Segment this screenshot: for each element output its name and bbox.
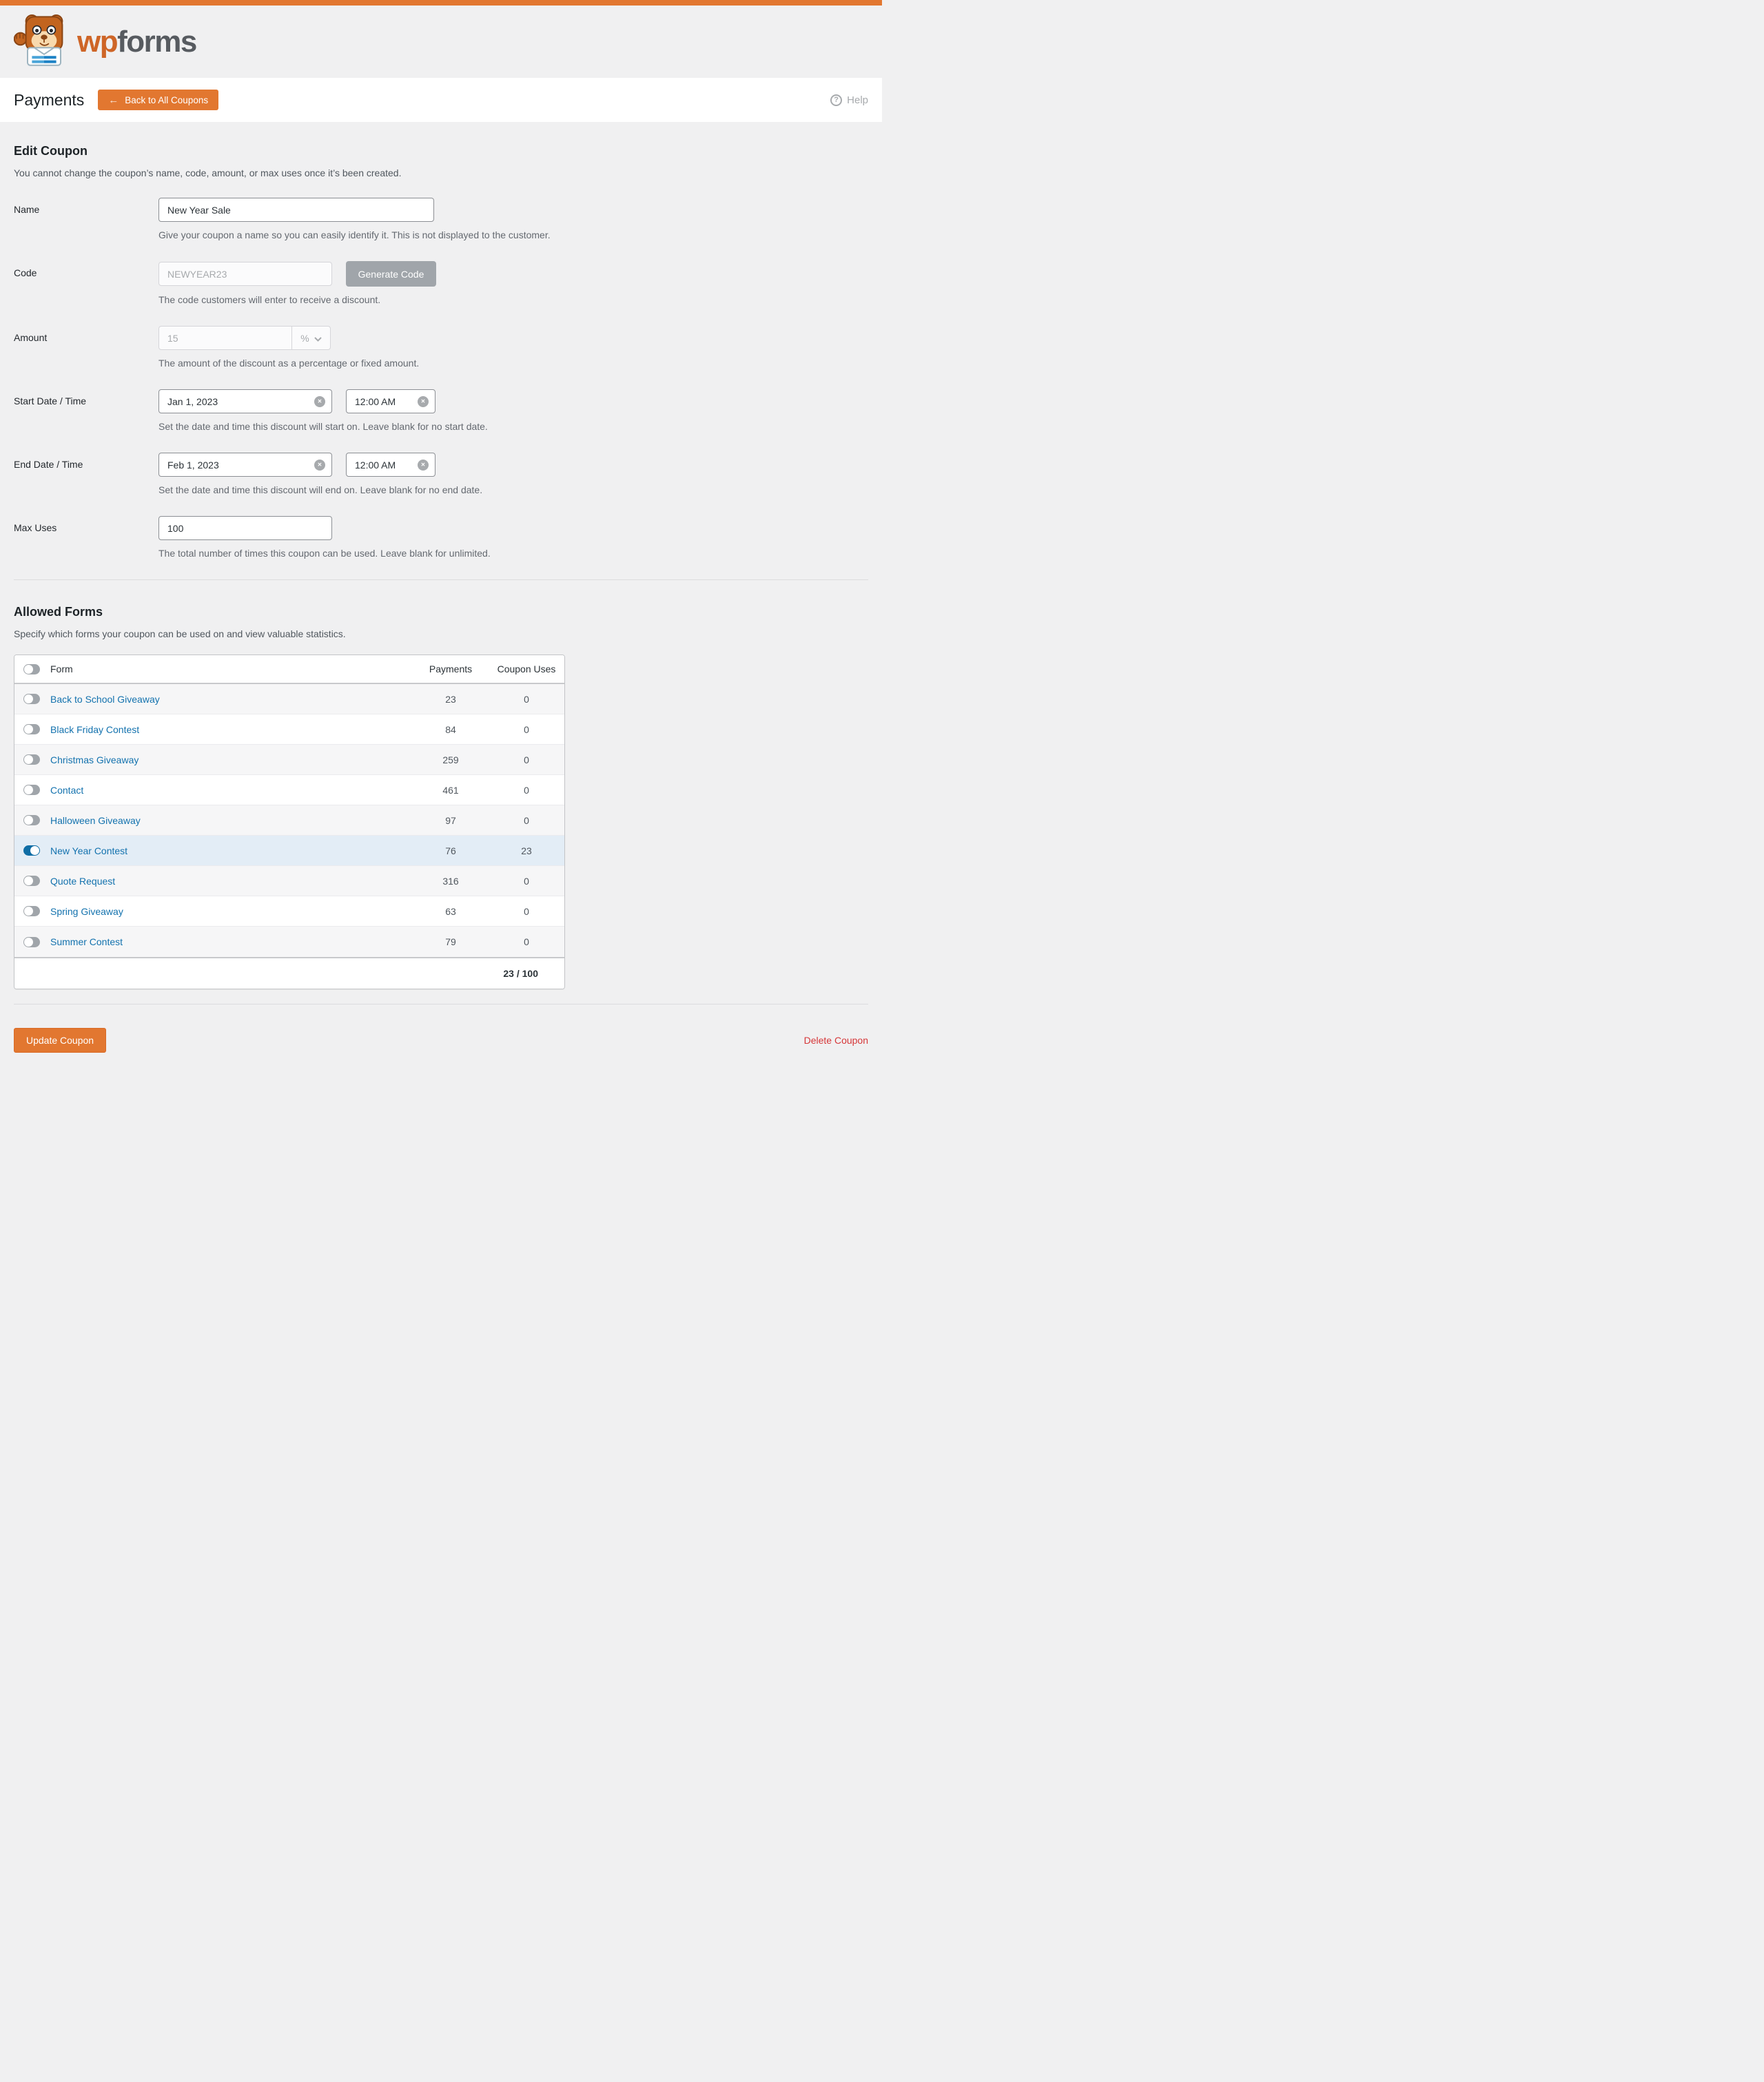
table-row — [14, 714, 564, 745]
wpforms-wordmark: wpforms — [77, 24, 196, 59]
table-row — [14, 775, 564, 805]
start-time-clear-icon[interactable]: ✕ — [418, 396, 429, 407]
start-date-row — [14, 389, 868, 432]
start-date-label: Start Date / Time — [14, 395, 87, 406]
payments-count: 316 — [442, 875, 459, 887]
allowed-forms-body — [14, 684, 564, 957]
table-row — [14, 836, 564, 866]
coupon-uses-count: 0 — [524, 754, 529, 765]
end-time-clear-icon[interactable]: ✕ — [418, 460, 429, 471]
max-uses-input[interactable] — [158, 516, 332, 540]
coupon-uses-count: 0 — [524, 814, 529, 826]
help-link[interactable]: ? Help — [830, 94, 868, 106]
amount-description: The amount of the discount as a percentage or fixed amount. — [158, 358, 420, 369]
question-mark-icon: ? — [830, 94, 842, 106]
name-description: Give your coupon a name so you can easily identify it. This is not displayed to the customer. — [158, 229, 551, 240]
form-toggle[interactable] — [23, 694, 40, 704]
back-to-all-coupons-button[interactable]: ← Back to All Coupons — [98, 90, 218, 110]
form-toggle[interactable] — [23, 845, 40, 856]
page-title: Payments — [14, 90, 85, 109]
payments-count: 76 — [445, 845, 456, 856]
amount-unit-select — [291, 327, 330, 349]
form-link[interactable]: Contact — [50, 784, 84, 796]
coupon-uses-count: 0 — [524, 723, 529, 735]
form-link[interactable]: Christmas Giveaway — [50, 754, 139, 765]
form-link[interactable]: Black Friday Contest — [50, 723, 140, 735]
start-date-input[interactable] — [158, 389, 332, 413]
end-date-clear-icon[interactable]: ✕ — [314, 460, 325, 471]
payments-count: 63 — [445, 905, 456, 917]
max-uses-row — [14, 516, 868, 559]
form-link[interactable]: Halloween Giveaway — [50, 814, 141, 826]
bear-mascot-icon — [14, 13, 74, 70]
form-toggle[interactable] — [23, 906, 40, 916]
name-label: Name — [14, 204, 40, 215]
wpforms-logo — [14, 13, 196, 70]
table-row — [14, 805, 564, 836]
coupon-uses-total: 23 / 100 — [503, 968, 538, 979]
generate-code-button: Generate Code — [346, 261, 436, 287]
form-link[interactable]: Spring Giveaway — [50, 905, 123, 917]
max-uses-label: Max Uses — [14, 522, 57, 533]
main-content — [0, 122, 882, 1069]
form-link[interactable]: Quote Request — [50, 875, 116, 887]
amount-row — [14, 326, 868, 369]
code-input — [158, 262, 332, 286]
payments-count: 461 — [442, 784, 459, 796]
coupon-uses-count: 0 — [524, 905, 529, 917]
form-toggle[interactable] — [23, 754, 40, 765]
footer-actions — [14, 1028, 868, 1053]
name-input[interactable] — [158, 198, 434, 222]
payments-count: 23 — [445, 693, 456, 705]
payments-column-header: Payments — [429, 663, 473, 674]
coupon-uses-count: 23 — [521, 845, 532, 856]
percent-unit: % — [300, 332, 309, 344]
coupon-uses-count: 0 — [524, 693, 529, 705]
form-link[interactable]: New Year Contest — [50, 845, 128, 856]
table-footer-row — [14, 957, 564, 989]
page-toolbar — [0, 78, 882, 122]
end-date-description: Set the date and time this discount will end on. Leave blank for no end date. — [158, 484, 483, 495]
form-toggle[interactable] — [23, 876, 40, 886]
allowed-forms-intro: Specify which forms your coupon can be used on and view valuable statistics. — [14, 628, 346, 639]
table-row — [14, 896, 564, 927]
end-date-label: End Date / Time — [14, 459, 83, 470]
table-row — [14, 866, 564, 896]
form-toggle[interactable] — [23, 937, 40, 947]
coupon-uses-count: 0 — [524, 784, 529, 796]
allowed-forms-heading: Allowed Forms — [14, 605, 103, 619]
chevron-down-icon — [314, 333, 322, 344]
form-link[interactable]: Summer Contest — [50, 936, 123, 947]
table-row — [14, 927, 564, 957]
form-column-header: Form — [50, 663, 73, 674]
max-uses-description: The total number of times this coupon can be used. Leave blank for unlimited. — [158, 548, 491, 559]
coupon-uses-count: 0 — [524, 875, 529, 887]
coupon-uses-column-header: Coupon Uses — [497, 663, 556, 674]
edit-coupon-intro: You cannot change the coupon’s name, code, amount, or max uses once it’s been created. — [14, 167, 402, 178]
table-row — [14, 684, 564, 714]
code-description: The code customers will enter to receive a discount. — [158, 294, 381, 305]
amount-value: 15 — [167, 332, 178, 344]
edit-coupon-heading: Edit Coupon — [14, 144, 88, 158]
coupon-uses-count: 0 — [524, 936, 529, 947]
payments-count: 79 — [445, 936, 456, 947]
name-row — [14, 198, 868, 240]
back-arrow-icon: ← — [108, 94, 119, 106]
form-link[interactable]: Back to School Giveaway — [50, 693, 160, 705]
section-divider — [14, 579, 868, 580]
update-coupon-button[interactable]: Update Coupon — [14, 1028, 106, 1053]
start-date-clear-icon[interactable]: ✕ — [314, 396, 325, 407]
masthead — [0, 6, 882, 78]
form-toggle[interactable] — [23, 724, 40, 734]
top-accent-bar — [0, 0, 882, 6]
form-toggle[interactable] — [23, 815, 40, 825]
end-date-input[interactable] — [158, 453, 332, 477]
payments-count: 97 — [445, 814, 456, 826]
delete-coupon-link[interactable]: Delete Coupon — [803, 1035, 868, 1046]
toggle-all-forms[interactable] — [23, 664, 40, 674]
form-toggle[interactable] — [23, 785, 40, 795]
payments-count: 84 — [445, 723, 456, 735]
payments-count: 259 — [442, 754, 459, 765]
allowed-forms-table — [14, 655, 565, 989]
amount-label: Amount — [14, 332, 48, 343]
start-date-description: Set the date and time this discount will start on. Leave blank for no start date. — [158, 421, 488, 432]
table-row — [14, 745, 564, 775]
end-date-row — [14, 453, 868, 495]
code-label: Code — [14, 267, 37, 278]
table-header-row — [14, 655, 564, 684]
amount-input — [158, 326, 331, 350]
code-row — [14, 261, 868, 305]
